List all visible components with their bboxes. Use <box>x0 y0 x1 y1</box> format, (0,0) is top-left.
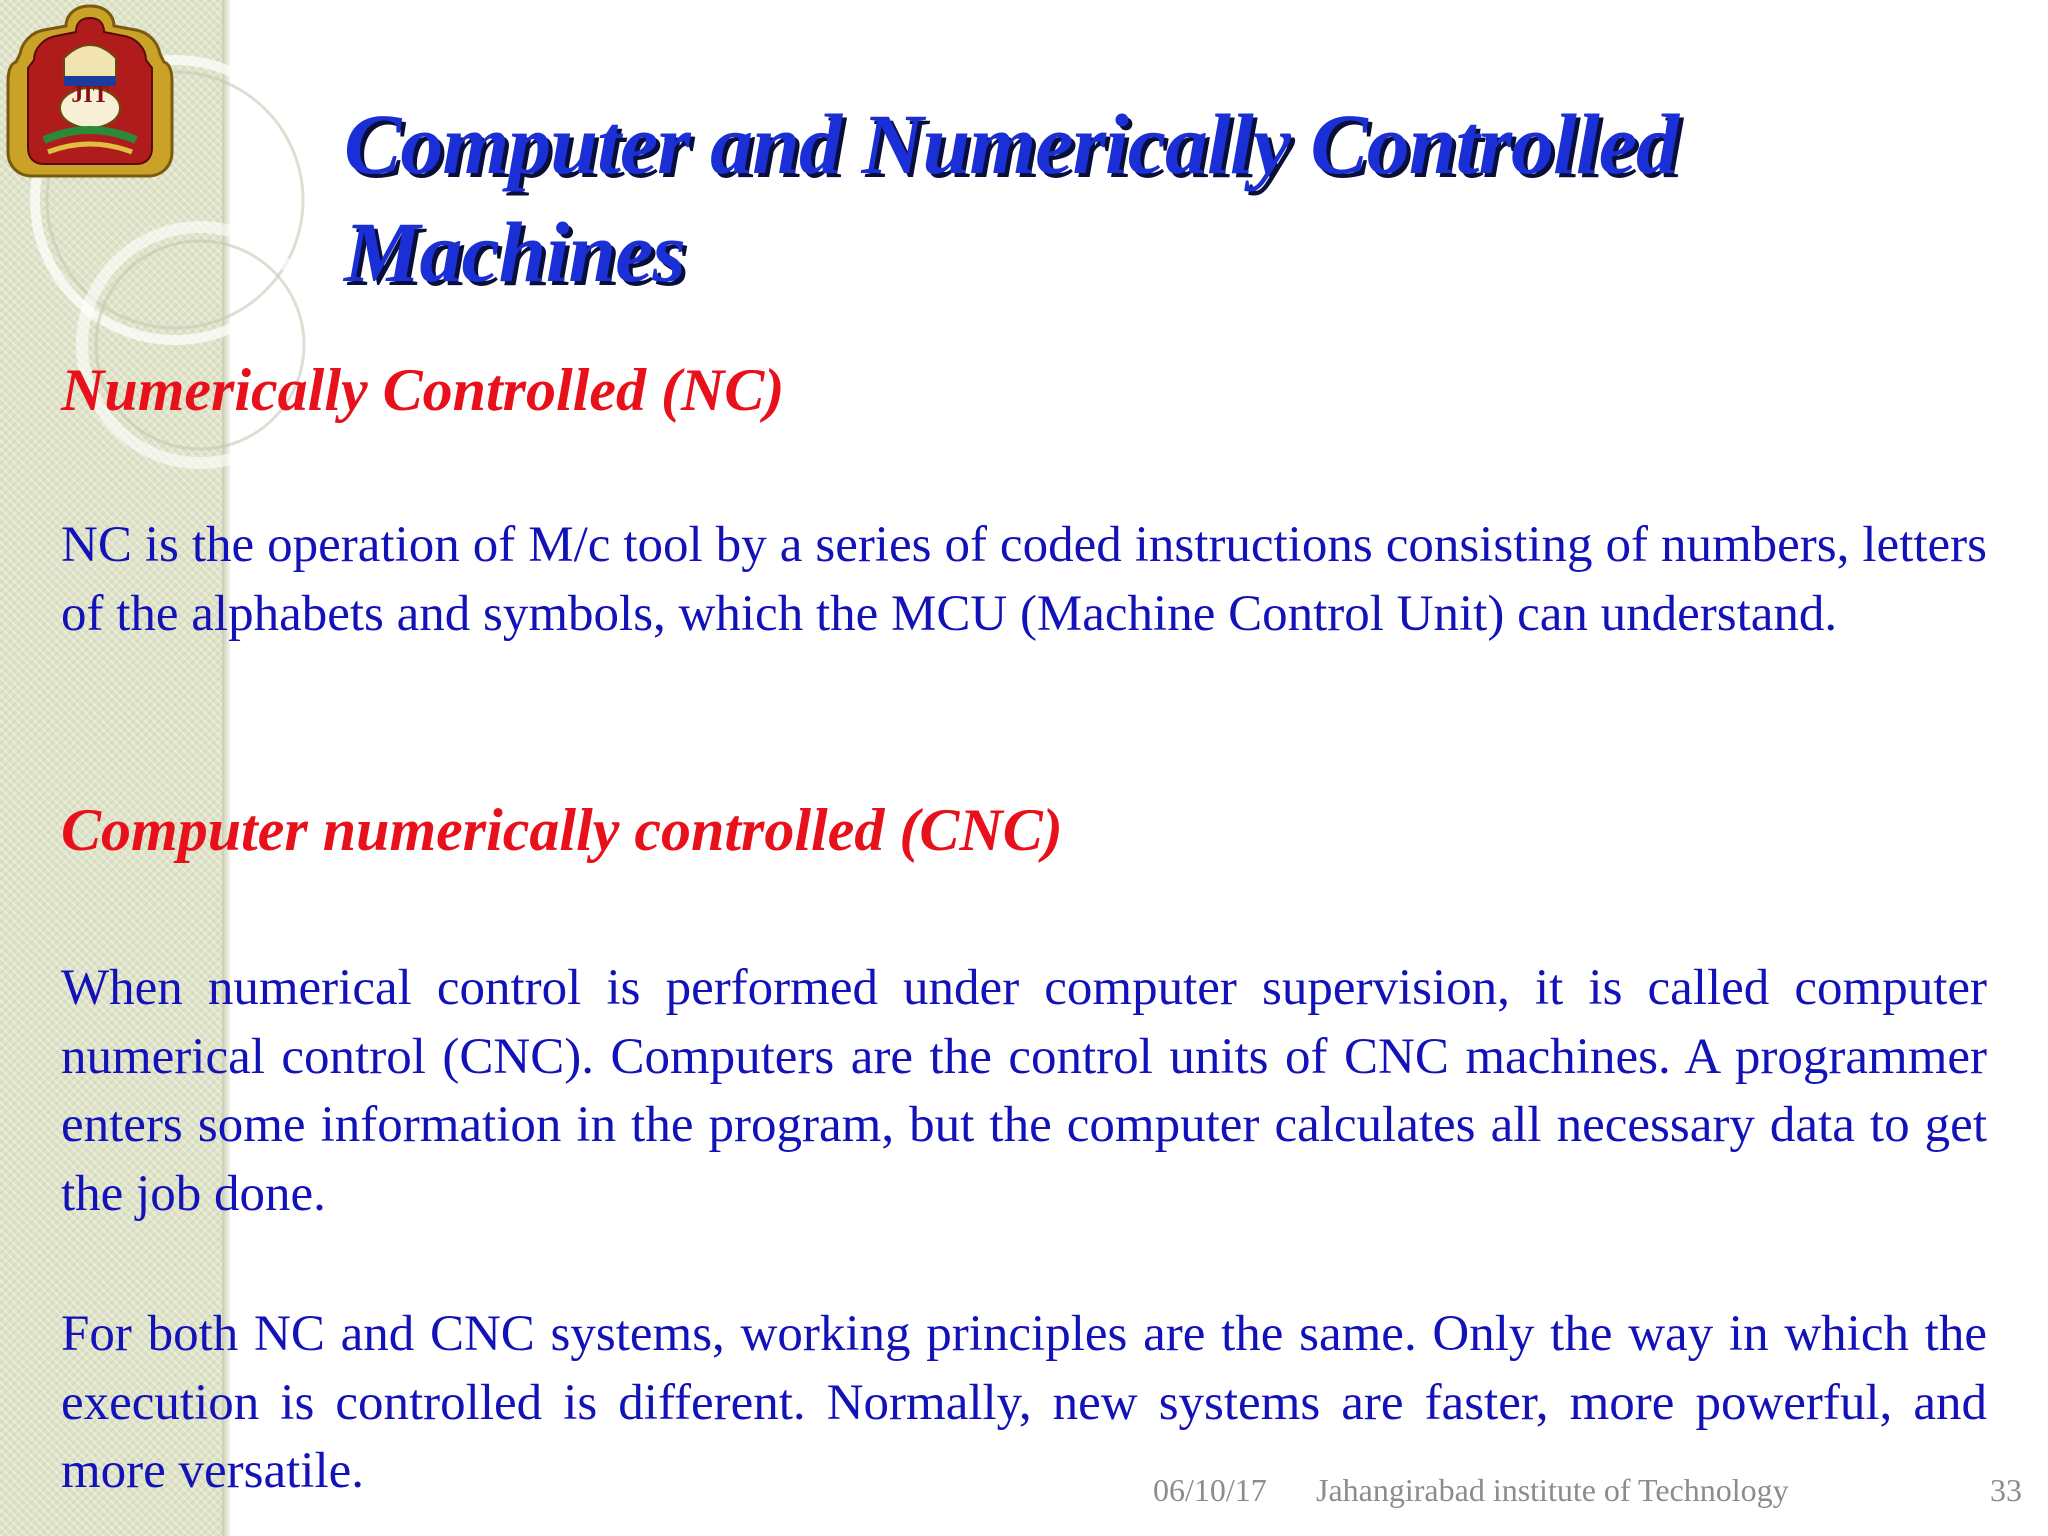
heading-cnc: Computer numerically controlled (CNC) <box>61 797 1063 863</box>
footer-page-number: 33 <box>1990 1472 2022 1508</box>
footer-date: 06/10/17 <box>1153 1472 1267 1508</box>
heading-nc: Numerically Controlled (NC) <box>61 357 785 423</box>
slide-title: Computer and Numerically Controlled Machines <box>344 96 1678 300</box>
paragraph-closing: For both NC and CNC systems, working principles are the same. Only the way in which the execution is controlled is different. Normally, new systems are faster, more powerful, and more versatile. <box>61 1306 1987 1499</box>
footer-institute: Jahangirabad institute of Technology <box>1316 1472 1789 1508</box>
paragraph-cnc: When numerical control is performed under computer supervision, it is called computer numerical control (CNC). Computers are the control units of CNC machines. A programmer enters some information in the program, but the computer calculates all necessary data to get the job done. <box>61 960 1987 1222</box>
logo-text: JIT <box>71 82 109 108</box>
paragraph-nc: NC is the operation of M/c tool by a series of coded instructions consisting of numbers, letters of the alphabets and symbols, which the MCU (Machine Control Unit) can understand. <box>61 517 1987 642</box>
